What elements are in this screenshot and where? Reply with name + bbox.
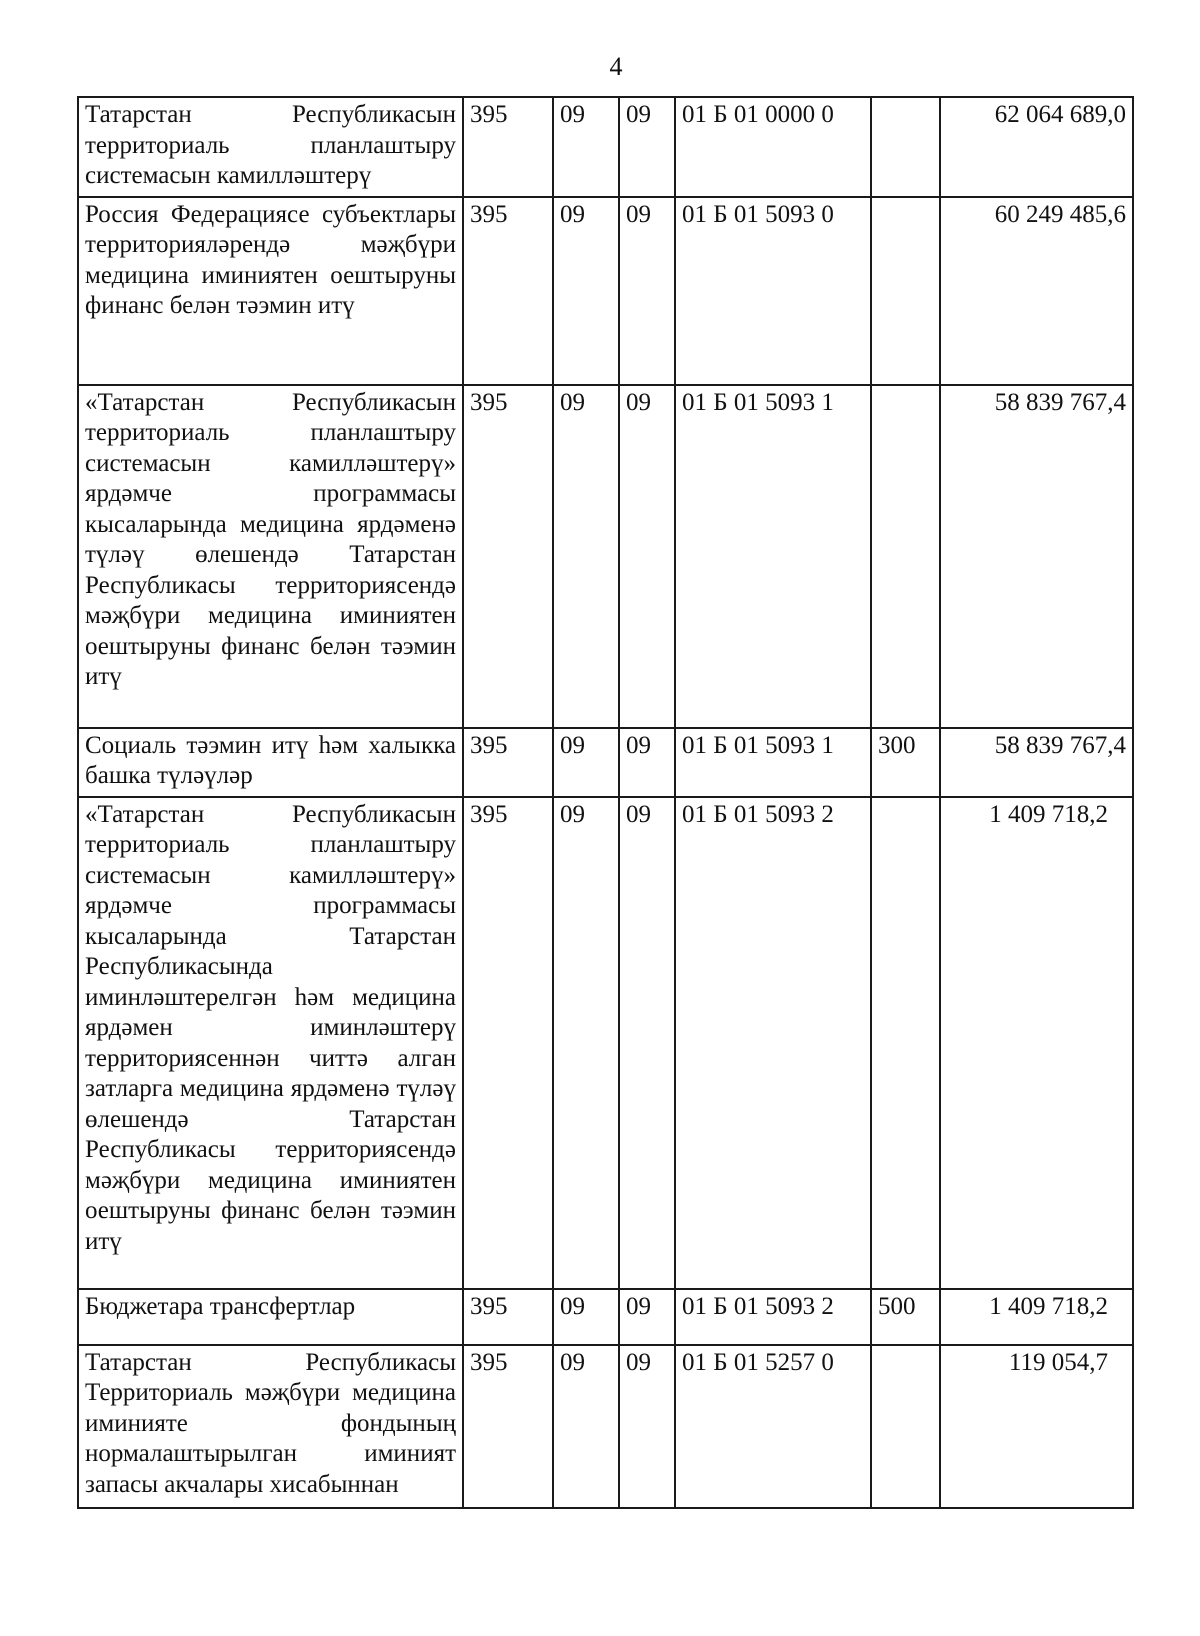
section-code: 09: [553, 797, 619, 1289]
table-row: [78, 1289, 1133, 1345]
subsection-code: 09: [619, 97, 675, 197]
amount: 62 064 689,0: [940, 97, 1133, 197]
amount: 58 839 767,4: [940, 385, 1133, 728]
expense-type-code: [871, 97, 940, 197]
grbs-code: 395: [463, 385, 553, 728]
amount: 119 054,7: [940, 1345, 1133, 1508]
row-description: Бюджетара трансфертлар: [78, 1289, 463, 1345]
section-code: 09: [553, 1345, 619, 1508]
amount: 60 249 485,6: [940, 197, 1133, 385]
expense-type-code: [871, 1345, 940, 1508]
section-code: 09: [553, 97, 619, 197]
table-row: [78, 97, 1133, 197]
amount: 1 409 718,2: [940, 1289, 1133, 1345]
grbs-code: 395: [463, 97, 553, 197]
expense-type-code: [871, 385, 940, 728]
amount: 1 409 718,2: [940, 797, 1133, 1289]
grbs-code: 395: [463, 1289, 553, 1345]
grbs-code: 395: [463, 728, 553, 797]
table-row: [78, 385, 1133, 728]
table-row: [78, 797, 1133, 1289]
grbs-code: 395: [463, 1345, 553, 1508]
section-code: 09: [553, 385, 619, 728]
budget-table: [77, 96, 1134, 1509]
grbs-code: 395: [463, 797, 553, 1289]
expense-type-code: [871, 797, 940, 1289]
section-code: 09: [553, 197, 619, 385]
row-description: Россия Федерациясе субъектлары территорияләрендә мәҗбүри медицина иминиятен оештыруны финанс белән тәэмин итү: [78, 197, 463, 385]
expense-type-code: [871, 197, 940, 385]
subsection-code: 09: [619, 797, 675, 1289]
target-article-code: 01 Б 01 5093 2: [675, 1289, 871, 1345]
target-article-code: 01 Б 01 5093 2: [675, 797, 871, 1289]
expense-type-code: 300: [871, 728, 940, 797]
row-description: Татарстан Республикасы Территориаль мәҗбүри медицина иминияте фондының нормалаштырылган иминият запасы акчалары хисабыннан: [78, 1345, 463, 1508]
subsection-code: 09: [619, 197, 675, 385]
target-article-code: 01 Б 01 5093 0: [675, 197, 871, 385]
page-number: 4: [609, 52, 623, 81]
target-article-code: 01 Б 01 5257 0: [675, 1345, 871, 1508]
table-row: [78, 1345, 1133, 1508]
row-description: Татарстан Республикасын территориаль планлаштыру системасын камилләштерү: [78, 97, 463, 197]
table-row: [78, 728, 1133, 797]
subsection-code: 09: [619, 1345, 675, 1508]
grbs-code: 395: [463, 197, 553, 385]
row-description: «Татарстан Республикасын территориаль планлаштыру системасын камилләштерү» ярдәмче программасы кысаларында Татарстан Республикасында иминләштерелгән һәм медицина ярдәмен иминләштерү территориясеннән читтә алган затларга медицина ярдәменә түләү өлешендә Татарстан Республикасы территориясендә мәҗбүри медицина иминиятен оештыруны финанс белән тәэмин итү: [78, 797, 463, 1289]
subsection-code: 09: [619, 1289, 675, 1345]
row-description: «Татарстан Республикасын территориаль планлаштыру системасын камилләштерү» ярдәмче программасы кысаларында медицина ярдәменә түләү өлешендә Татарстан Республикасы территориясендә мәҗбүри медицина иминиятен оештыруны финанс белән тәэмин итү: [78, 385, 463, 728]
section-code: 09: [553, 1289, 619, 1345]
target-article-code: 01 Б 01 5093 1: [675, 385, 871, 728]
amount: 58 839 767,4: [940, 728, 1133, 797]
expense-type-code: 500: [871, 1289, 940, 1345]
subsection-code: 09: [619, 728, 675, 797]
subsection-code: 09: [619, 385, 675, 728]
target-article-code: 01 Б 01 0000 0: [675, 97, 871, 197]
row-description: Социаль тәэмин итү һәм халыкка башка түләүләр: [78, 728, 463, 797]
target-article-code: 01 Б 01 5093 1: [675, 728, 871, 797]
table-row: [78, 197, 1133, 385]
section-code: 09: [553, 728, 619, 797]
